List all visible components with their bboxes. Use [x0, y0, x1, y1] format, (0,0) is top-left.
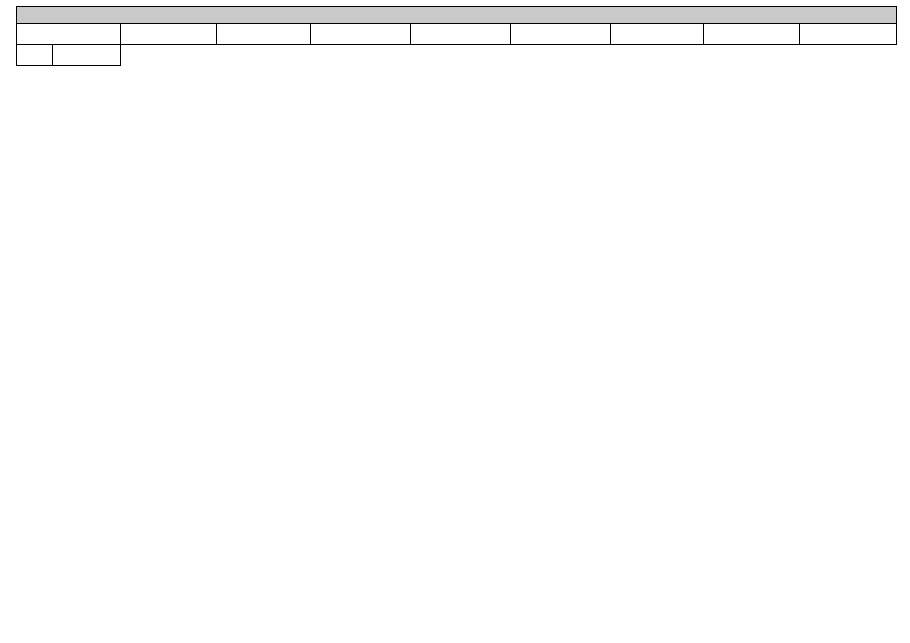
header-group — [311, 24, 411, 45]
header-group — [511, 24, 611, 45]
cost-table — [16, 6, 897, 66]
header-row-groups — [17, 24, 897, 45]
header-project-name — [53, 45, 121, 66]
header-group — [217, 24, 311, 45]
header-row-units — [17, 45, 897, 66]
header-item — [17, 24, 121, 45]
header-group — [121, 24, 217, 45]
header-group — [704, 24, 800, 45]
cost-analysis-sheet — [16, 6, 896, 66]
header-group — [411, 24, 511, 45]
header-group — [800, 24, 897, 45]
header-group — [611, 24, 704, 45]
section-band — [17, 7, 897, 24]
header-seq — [17, 45, 53, 66]
section-title — [17, 7, 897, 24]
